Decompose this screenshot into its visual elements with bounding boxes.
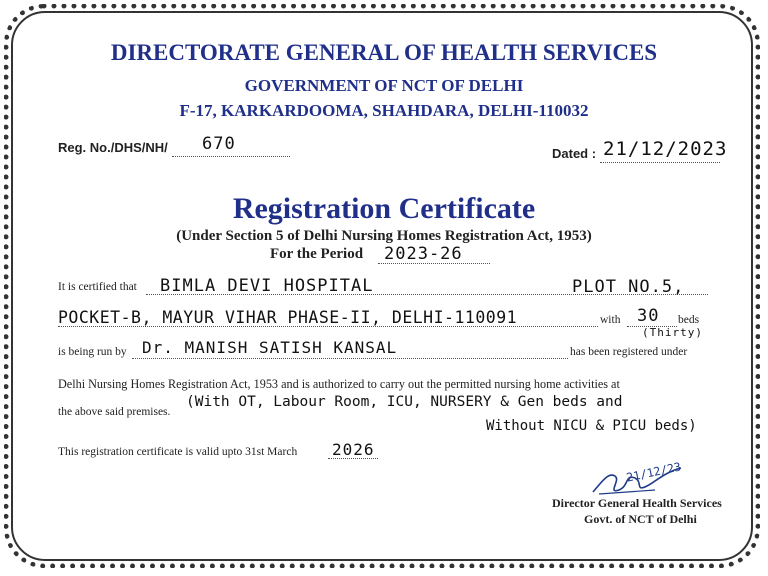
act-line: Delhi Nursing Homes Registration Act, 1953 and is authorized to carry out the permitted nursing home activities at [58, 377, 620, 391]
activities-line2: Without NICU & PICU beds) [486, 418, 697, 434]
premises-label: the above said premises. [58, 406, 171, 418]
run-by-dots [132, 358, 568, 359]
dated-label: Dated : [552, 146, 597, 161]
registered-label: has been registered under [570, 346, 688, 358]
hospital-plot: PLOT NO.5, [572, 277, 685, 297]
signatory-designation: Director General Health Services [552, 496, 722, 510]
hospital-address: POCKET-B, MAYUR VIHAR PHASE-II, DELHI-110091 [58, 308, 518, 327]
run-by-label: is being run by [58, 346, 127, 358]
beds-label: beds [678, 314, 700, 326]
certified-label: It is certified that [58, 281, 137, 293]
govt-subtitle: GOVERNMENT OF NCT OF DELHI [244, 76, 524, 95]
with-label: with [600, 314, 621, 326]
period-label: For the Period [270, 246, 364, 262]
beds-value: 30 [637, 306, 660, 326]
dated-value: 21/12/2023 [603, 138, 728, 160]
period-value: 2023-26 [384, 244, 463, 264]
valid-label: This registration certificate is valid upto 31st March [58, 446, 298, 458]
reg-no-dots [172, 156, 290, 157]
certificate-subtitle: (Under Section 5 of Delhi Nursing Homes Registration Act, 1953) [176, 228, 592, 244]
org-address: F-17, KARKARDOOMA, SHAHDARA, DELHI-110032 [179, 101, 589, 120]
hospital-name: BIMLA DEVI HOSPITAL [160, 276, 374, 296]
run-by-value: Dr. MANISH SATISH KANSAL [142, 338, 398, 357]
reg-no-value: 670 [202, 134, 236, 154]
org-title: DIRECTORATE GENERAL OF HEALTH SERVICES [110, 40, 658, 65]
signatory-govt: Govt. of NCT of Delhi [584, 512, 697, 526]
valid-value: 2026 [332, 440, 375, 459]
beds-words: (Thirty) [642, 326, 703, 339]
signature-date: 21/12/23 [625, 459, 683, 485]
activities-line1: (With OT, Labour Room, ICU, NURSERY & Gen beds and [186, 394, 623, 410]
dated-dots [600, 162, 720, 163]
reg-no-label: Reg. No./DHS/NH/ [58, 140, 168, 155]
certificate-title: Registration Certificate [232, 192, 536, 225]
